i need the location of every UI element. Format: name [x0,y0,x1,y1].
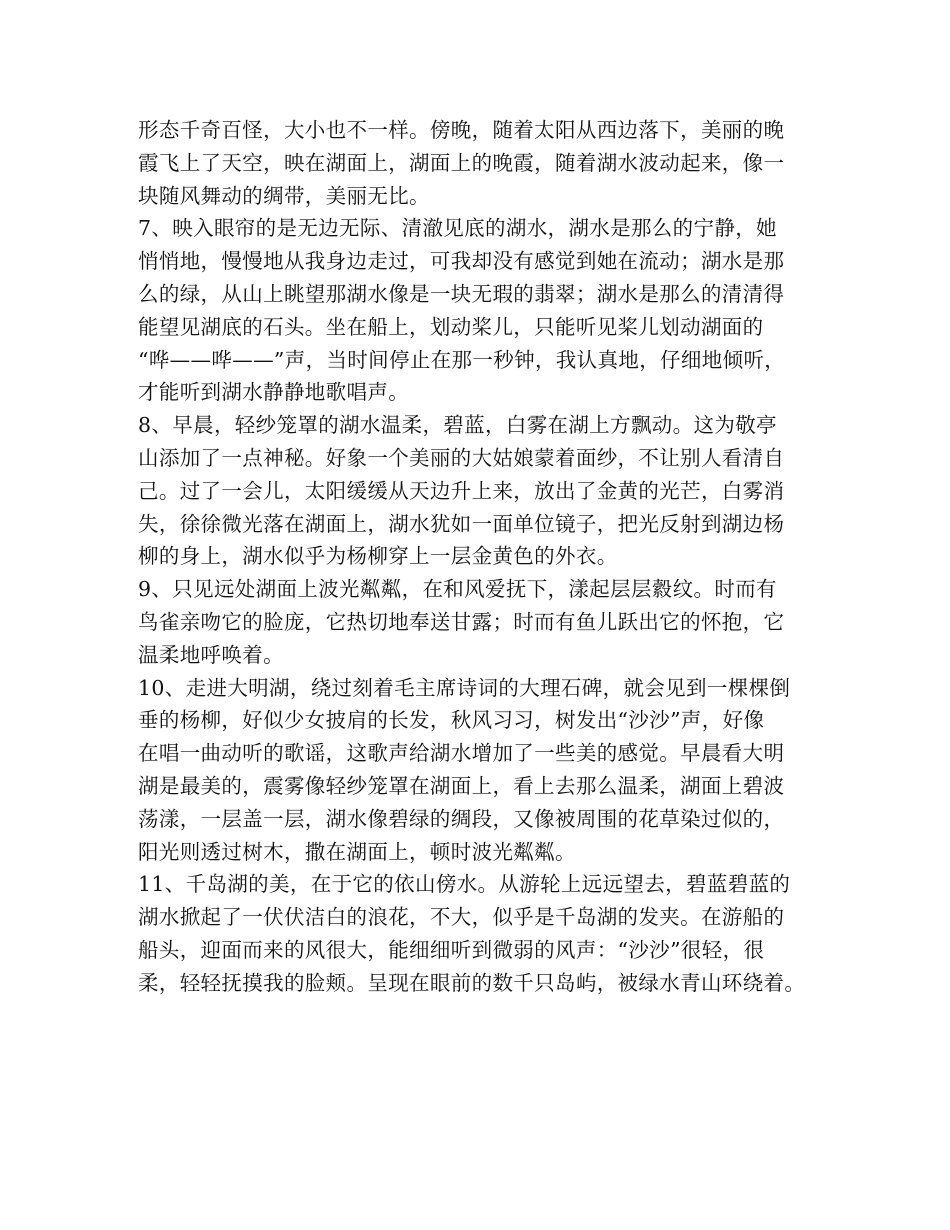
text-line: 形态千奇百怪，大小也不一样。傍晚，随着太阳从西边落下，美丽的晚 [138,118,785,142]
text-line: “哗——哗——”声，当时间停止在那一秒钟，我认真地，仔细地倾听， [138,347,786,372]
text-line: 失，徐徐微光落在湖面上，湖水犹如一面单位镜子，把光反射到湖边杨 [138,511,785,536]
text-line: 11、千岛湖的美，在于它的依山傍水。从游轮上远远望去，碧蓝碧蓝的 [138,872,791,897]
text-line: 船头，迎面而来的风很大，能细细听到微弱的风声：“沙沙”很轻，很 [138,937,765,962]
text-line: 霞飞上了天空，映在湖面上，湖面上的晚霞，随着湖水波动起来，像一 [138,150,785,175]
text-line: 湖水掀起了一伏伏洁白的浪花，不大，似乎是千岛湖的发夹。在游船的 [138,905,785,930]
text-line: 鸟雀亲吻它的脸庞，它热切地奉送甘露；时而有鱼儿跃出它的怀抱，它 [138,609,785,634]
text-line: 7、映入眼帘的是无边无际、清澈见底的湖水，湖水是那么的宁静，她 [138,216,777,241]
text-line: 9、只见远处湖面上波光粼粼，在和风爱抚下，漾起层层縠纹。时而有 [138,577,777,602]
text-line: 荡漾，一层盖一层，湖水像碧绿的绸段，又像被周围的花草染过似的， [138,806,785,831]
text-line: 块随风舞动的绸带，美丽无比。 [138,183,430,208]
body-text [138,114,828,1000]
text-line: 能望见湖底的石头。坐在船上，划动桨儿，只能听见桨儿划动湖面的 [138,314,764,339]
text-line: 10、走进大明湖，绕过刻着毛主席诗词的大理石碑，就会见到一棵棵倒 [138,675,791,700]
text-line: 在唱一曲动听的歌谣，这歌声给湖水增加了一些美的感觉。早晨看大明 [138,741,785,766]
text-line: 么的绿，从山上眺望那湖水像是一块无瑕的翡翠；湖水是那么的清清得 [138,281,785,306]
text-line: 垂的杨柳，好似少女披肩的长发，秋风习习，树发出“沙沙”声，好像 [138,708,765,733]
text-line: 柳的身上，湖水似乎为杨柳穿上一层金黄色的外衣。 [138,544,618,569]
text-line: 温柔地呼唤着。 [138,642,284,667]
text-line: 才能听到湖水静静地歌唱声。 [138,380,410,405]
text-line: 山添加了一点神秘。好象一个美丽的大姑娘蒙着面纱，不让别人看清自 [138,445,785,470]
text-line: 阳光则透过树木，撒在湖面上，顿时波光粼粼。 [138,839,576,864]
text-line: 湖是最美的，震雾像轻纱笼罩在湖面上，看上去那么温柔，湖面上碧波 [138,773,785,798]
text-line: 悄悄地，慢慢地从我身边走过，可我却没有感觉到她在流动；湖水是那 [138,249,785,274]
text-line: 己。过了一会儿，太阳缓缓从天边升上来，放出了金黄的光芒，白雾消 [138,478,785,503]
text-line: 柔，轻轻抚摸我的脸颊。呈现在眼前的数千只岛屿，被绿水青山环绕着。 [138,970,806,995]
text-line: 8、早晨，轻纱笼罩的湖水温柔，碧蓝，白雾在湖上方飘动。这为敬亭 [138,413,777,438]
